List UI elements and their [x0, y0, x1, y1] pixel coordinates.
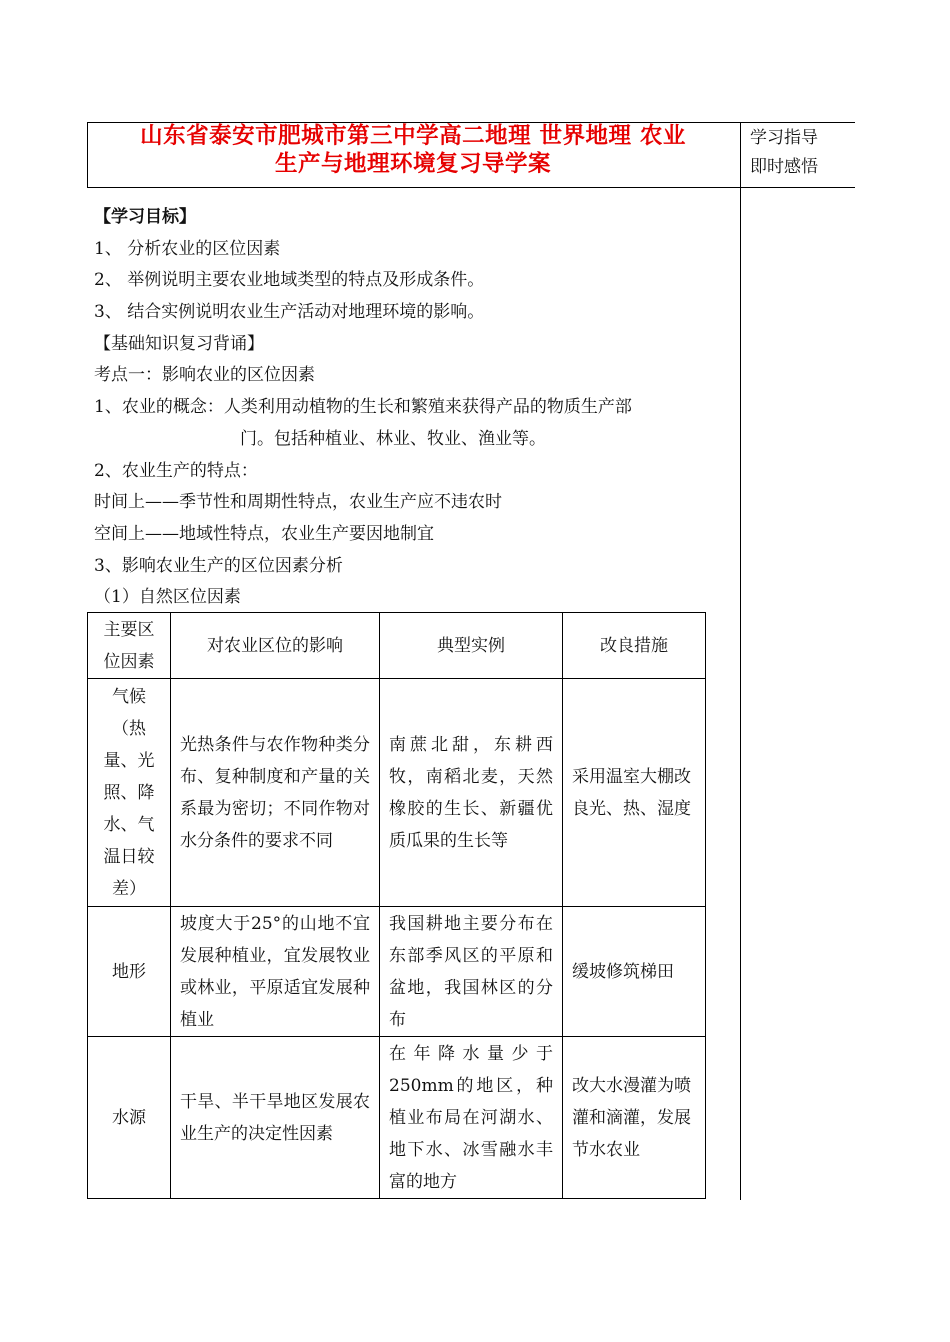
- cell-influence: 坡度大于25°的山地不宜发展种植业，宜发展牧业或林业，平原适宜发展种植业: [171, 907, 380, 1037]
- title-line-1: 山东省泰安市肥城市第三中学高二地理 世界地理 农业: [140, 123, 686, 149]
- cell-example: 南蔗北甜，东耕西牧，南稻北麦，天然橡胶的生长、新疆优质瓜果的生长等: [380, 679, 563, 907]
- cell-measure: 改大水漫灌为喷灌和滴灌，发展节水农业: [563, 1037, 706, 1199]
- cell-example: 我国耕地主要分布在东部季风区的平原和盆地，我国林区的分布: [380, 907, 563, 1037]
- cell-influence: 光热条件与农作物种类分布、复种制度和产量的关系最为密切；不同作物对水分条件的要求不同: [171, 679, 380, 907]
- table-row: [88, 679, 706, 907]
- table-row: [88, 1037, 706, 1199]
- title-line-2: 生产与地理环境复习导学案: [274, 151, 551, 177]
- natural-factors-table: [87, 612, 706, 1199]
- cell-factor: 地形: [88, 907, 171, 1037]
- side-label-study-guide: 学习指导: [750, 128, 818, 148]
- cell-factor: 水源: [88, 1037, 171, 1199]
- cell-influence: 干旱、半干旱地区发展农业生产的决定性因素: [171, 1037, 380, 1199]
- objectives-heading: 【学习目标】: [94, 207, 196, 227]
- analysis-heading: 3、影响农业生产的区位因素分析: [94, 555, 343, 576]
- cell-example: 在年降水量少于250mm的地区，种植业布局在河湖水、地下水、冰雪融水丰富的地方: [380, 1037, 563, 1199]
- objective-1: 1、 分析农业的区位因素: [94, 238, 281, 259]
- topic-heading: 考点一：影响农业的区位因素: [94, 365, 315, 386]
- concept-line-2: 门。包括种植业、林业、牧业、渔业等。: [240, 428, 546, 449]
- objective-2: 2、 举例说明主要农业地域类型的特点及形成条件。: [94, 270, 485, 291]
- table-header-row: [88, 613, 706, 679]
- page-title: [88, 122, 738, 178]
- header-measure: 改良措施: [563, 613, 706, 679]
- header-factor: 主要区位因素: [88, 613, 171, 679]
- objective-3: 3、 结合实例说明农业生产活动对地理环境的影响。: [94, 302, 485, 323]
- main-content: [94, 202, 734, 614]
- side-label-reflection: 即时感悟: [750, 157, 818, 177]
- review-heading: 【基础知识复习背诵】: [94, 333, 264, 354]
- cell-factor: 气候（热量、光照、降水、气温日较差）: [88, 679, 171, 907]
- features-heading: 2、农业生产的特点：: [94, 460, 258, 481]
- concept-line-1: 1、农业的概念：人类利用动植物的生长和繁殖来获得产品的物质生产部: [94, 397, 632, 418]
- natural-factors-heading: （1）自然区位因素: [94, 587, 241, 608]
- feature-time: 时间上——季节性和周期性特点，农业生产应不违农时: [94, 492, 502, 513]
- header-influence: 对农业区位的影响: [171, 613, 380, 679]
- table-row: [88, 907, 706, 1037]
- feature-space: 空间上——地域性特点，农业生产要因地制宜: [94, 523, 434, 544]
- margin-divider-line: [740, 122, 741, 1200]
- header-example: 典型实例: [380, 613, 563, 679]
- cell-measure: 采用温室大棚改良光、热、湿度: [563, 679, 706, 907]
- cell-measure: 缓坡修筑梯田: [563, 907, 706, 1037]
- side-column: [750, 124, 818, 182]
